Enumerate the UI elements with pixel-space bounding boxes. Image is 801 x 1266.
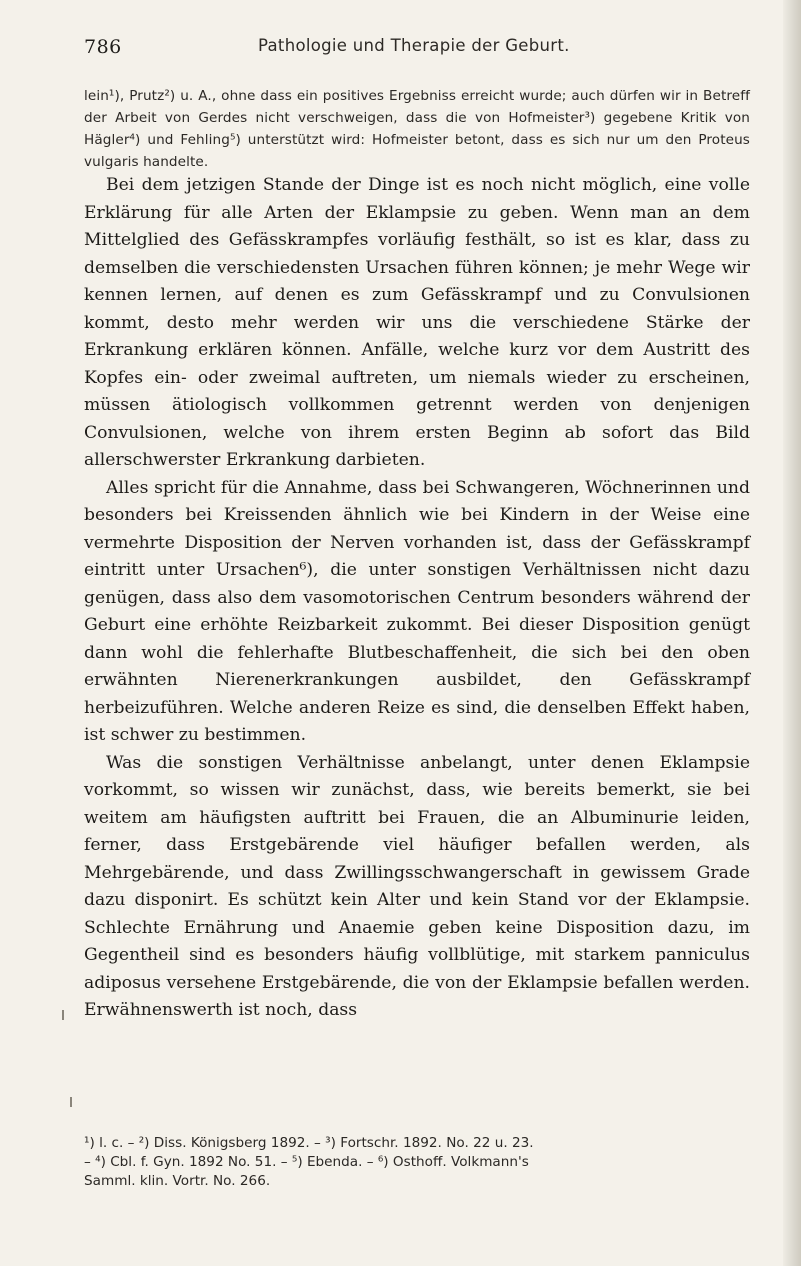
footnote-line-1: ¹) l. c. – ²) Diss. Königsberg 1892. – ³) Fortschr. 1892. No. 22 u. 23.: [84, 1135, 534, 1151]
footnote-line-3: Samml. klin. Vortr. No. 266.: [84, 1173, 271, 1189]
paragraph-2: Alles spricht für die Annahme, dass bei Schwangeren, Wöchnerinnen und besonders bei Kreissenden ähnlich wie bei Kindern in der Weise eine vermehrte Disposition der Nerven vorhanden ist, dass der Gefässkrampf eintritt unter Ursachen⁶), die unter sonstigen Verhältnissen nicht dazu genügen, dass also dem vasomotorischen Centrum besonders während der Geburt eine erhöhte Reizbarkeit zukommt. Bei dieser Disposition genügt dann wohl die fehlerhafte Blutbeschaffenheit, die sich bei den oben erwähnten Nierenerkrankungen ausbildet, den Gefässkrampf herbeizuführen. Welche anderen Reize es sind, die denselben Effekt haben, ist schwer zu bestimmen.: [84, 477, 750, 745]
margin-mark-1: [62, 1010, 64, 1020]
footnotes: [84, 1134, 750, 1191]
intro-paragraph: [84, 85, 750, 173]
margin-mark-2: [70, 1097, 72, 1107]
paragraph-1: Bei dem jetzigen Stande der Dinge ist es noch nicht möglich, eine volle Erklärung für alle Arten der Eklampsie zu geben. Wenn man an dem Mittelglied des Gefässkrampfes vorläufig festhält, so ist es klar, dass zu demselben die verschiedensten Ursachen führen können; je mehr Wege wir kennen lernen, auf denen es zum Gefässkrampf und zu Convulsionen kommt, desto mehr werden wir uns die verschiedene Stärke der Erkrankung erklären können. Anfälle, welche kurz vor dem Austritt des Kopfes ein- oder zweimal auftreten, um niemals wieder zu erscheinen, müssen ätiologisch vollkommen getrennt werden von denjenigen Convulsionen, welche von ihrem ersten Beginn ab sofort das Bild allerschwerster Erkrankung darbieten.: [84, 175, 750, 470]
footnote-line-2: – ⁴) Cbl. f. Gyn. 1892 No. 51. – ⁵) Ebenda. – ⁶) Osthoff. Volkmann's: [84, 1154, 529, 1170]
paragraph-3: Was die sonstigen Verhältnisse anbelangt, unter denen Eklampsie vorkommt, so wissen wir zunächst, dass, wie bereits bemerkt, sie bei weitem am häufigsten auftritt bei Frauen, die an Albuminurie leiden, ferner, dass Erstgebärende viel häufiger befallen werden, als Mehrgebärende, und dass Zwillingsschwangerschaft in gewissem Grade dazu disponirt. Es schützt kein Alter und kein Stand vor der Eklampsie. Schlechte Ernährung und Anaemie geben keine Disposition dazu, im Gegentheil sind es besonders häufig vollblütige, mit starkem panniculus adiposus versehene Erstgebärende, die von der Eklampsie befallen werden. Erwähnenswerth ist noch, dass: [84, 752, 750, 1020]
running-title: Pathologie und Therapie der Geburt.: [258, 36, 570, 55]
intro-paragraph-text: lein¹), Prutz²) u. A., ohne dass ein positives Ergebniss erreicht wurde; auch dürfen wir in Betreff der Arbeit von Gerdes nicht verschweigen, dass die von Hofmeister³) gegebene Kritik von Hägler⁴) und Fehling⁵) unterstützt wird: Hofmeister betont, dass es sich nur um den Proteus vulgaris handelte.: [84, 88, 750, 170]
page-number: 786: [84, 36, 122, 58]
main-text: [84, 172, 750, 1025]
page-header: [84, 36, 724, 66]
page-edge-shadow: [783, 0, 801, 1266]
